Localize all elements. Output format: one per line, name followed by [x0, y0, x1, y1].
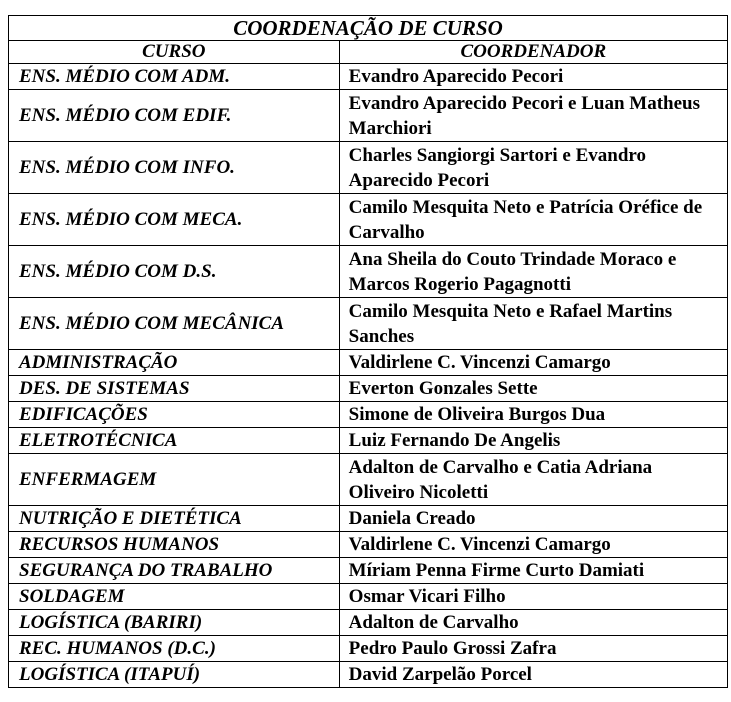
course-name-cell: ENS. MÉDIO COM EDIF. — [9, 90, 340, 142]
column-header-coordenador: COORDENADOR — [339, 41, 727, 64]
course-name-cell: LOGÍSTICA (BARIRI) — [9, 610, 340, 636]
course-name-cell: ELETROTÉCNICA — [9, 428, 340, 454]
table-row — [9, 142, 728, 194]
course-name-cell: REC. HUMANOS (D.C.) — [9, 636, 340, 662]
course-name-cell: DES. DE SISTEMAS — [9, 376, 340, 402]
table-row — [9, 584, 728, 610]
course-name-cell: EDIFICAÇÕES — [9, 402, 340, 428]
course-name-cell: ADMINISTRAÇÃO — [9, 350, 340, 376]
table-row — [9, 298, 728, 350]
course-name-cell: ENFERMAGEM — [9, 454, 340, 506]
course-name-cell: ENS. MÉDIO COM ADM. — [9, 64, 340, 90]
coordinator-name-cell: David Zarpelão Porcel — [339, 662, 727, 688]
table-row — [9, 428, 728, 454]
coordinator-name-cell: Valdirlene C. Vincenzi Camargo — [339, 532, 727, 558]
table-row — [9, 454, 728, 506]
course-name-cell: ENS. MÉDIO COM MECÂNICA — [9, 298, 340, 350]
coordinator-name-cell: Valdirlene C. Vincenzi Camargo — [339, 350, 727, 376]
coordinator-name-cell: Ana Sheila do Couto Trindade Moraco e Marcos Rogerio Pagagnotti — [339, 246, 727, 298]
coordinator-name-cell: Luiz Fernando De Angelis — [339, 428, 727, 454]
coordinator-name-cell: Everton Gonzales Sette — [339, 376, 727, 402]
course-name-cell: RECURSOS HUMANOS — [9, 532, 340, 558]
course-name-cell: SEGURANÇA DO TRABALHO — [9, 558, 340, 584]
table-row — [9, 532, 728, 558]
course-name-cell: LOGÍSTICA (ITAPUÍ) — [9, 662, 340, 688]
course-name-cell: ENS. MÉDIO COM MECA. — [9, 194, 340, 246]
coordinator-name-cell: Simone de Oliveira Burgos Dua — [339, 402, 727, 428]
table-row — [9, 246, 728, 298]
table-row — [9, 610, 728, 636]
table-title: COORDENAÇÃO DE CURSO — [9, 16, 728, 41]
table-row — [9, 402, 728, 428]
column-header-curso: CURSO — [9, 41, 340, 64]
table-body — [9, 64, 728, 688]
coordinator-name-cell: Osmar Vicari Filho — [339, 584, 727, 610]
course-name-cell: SOLDAGEM — [9, 584, 340, 610]
coordinator-name-cell: Adalton de Carvalho — [339, 610, 727, 636]
table-row — [9, 506, 728, 532]
coordinator-name-cell: Camilo Mesquita Neto e Rafael Martins Sanches — [339, 298, 727, 350]
table-row — [9, 350, 728, 376]
coordinator-name-cell: Evandro Aparecido Pecori e Luan Matheus Marchiori — [339, 90, 727, 142]
coordinator-name-cell: Adalton de Carvalho e Catia Adriana Oliveiro Nicoletti — [339, 454, 727, 506]
table-row — [9, 558, 728, 584]
table-row — [9, 64, 728, 90]
course-name-cell: ENS. MÉDIO COM INFO. — [9, 142, 340, 194]
table-row — [9, 636, 728, 662]
course-name-cell: ENS. MÉDIO COM D.S. — [9, 246, 340, 298]
coordinator-name-cell: Pedro Paulo Grossi Zafra — [339, 636, 727, 662]
coordination-table — [8, 15, 728, 688]
course-name-cell: NUTRIÇÃO E DIETÉTICA — [9, 506, 340, 532]
table-row — [9, 90, 728, 142]
coordinator-name-cell: Camilo Mesquita Neto e Patrícia Oréfice de Carvalho — [339, 194, 727, 246]
table-row — [9, 662, 728, 688]
coordinator-name-cell: Daniela Creado — [339, 506, 727, 532]
coordinator-name-cell: Charles Sangiorgi Sartori e Evandro Aparecido Pecori — [339, 142, 727, 194]
coordinator-name-cell: Míriam Penna Firme Curto Damiati — [339, 558, 727, 584]
table-row — [9, 194, 728, 246]
table-row — [9, 376, 728, 402]
coordinator-name-cell: Evandro Aparecido Pecori — [339, 64, 727, 90]
